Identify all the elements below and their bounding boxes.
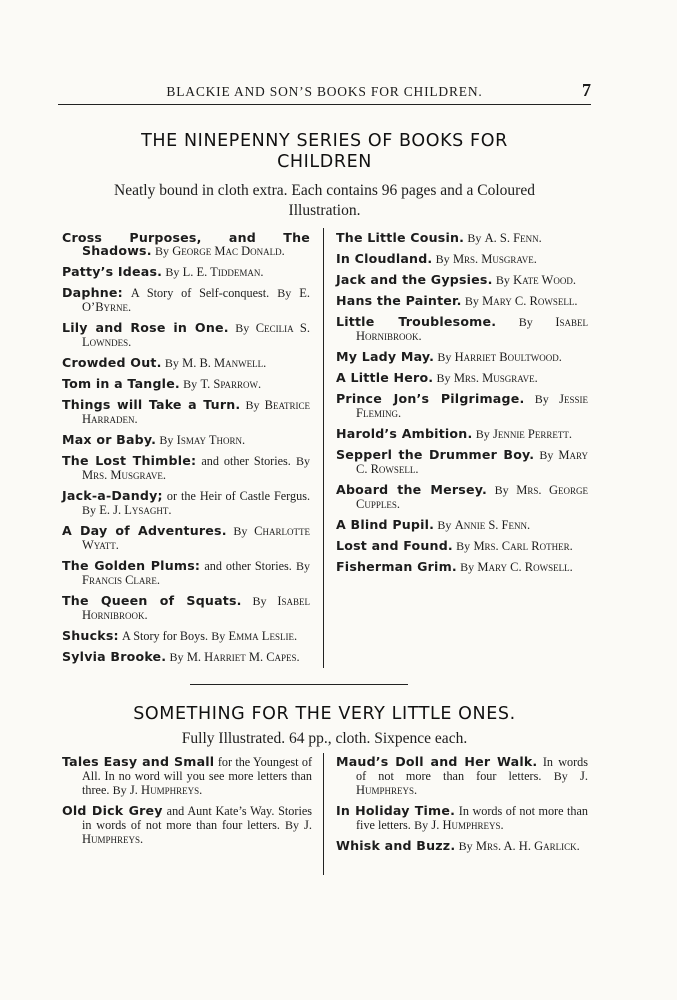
- book-entry: [336, 294, 588, 308]
- book-title: A Day of Adventures.: [62, 523, 227, 538]
- book-entry: [336, 755, 588, 797]
- book-author: Ismay Thorn.: [176, 433, 246, 447]
- by-word: By: [460, 560, 475, 574]
- very-little-ones-right-column: [336, 755, 588, 860]
- book-author: L. E. Tiddeman.: [182, 265, 264, 279]
- book-entry: [62, 559, 310, 587]
- book-entry: [62, 594, 310, 622]
- book-subtitle: and other Stories.: [201, 454, 291, 468]
- book-entry: [336, 427, 588, 441]
- by-word: By: [169, 650, 184, 664]
- by-word: By: [458, 839, 473, 853]
- book-entry: [336, 273, 588, 287]
- ninepenny-right-column: [336, 231, 588, 581]
- book-title: Daphne:: [62, 285, 123, 300]
- by-word: By: [183, 377, 198, 391]
- book-author: Annie S. Fenn.: [454, 518, 531, 532]
- book-author: Mrs. George Cupples.: [356, 483, 588, 511]
- page-number: 7: [582, 80, 591, 100]
- book-title: Fisherman Grim.: [336, 559, 457, 574]
- by-word: By: [414, 818, 429, 832]
- by-word: By: [154, 244, 169, 258]
- book-entry: [336, 483, 588, 511]
- book-author: T. Sparrow.: [200, 377, 262, 391]
- book-author: Francis Clare.: [82, 573, 161, 587]
- book-author: M. Harriet M. Capes.: [186, 650, 300, 664]
- book-entry: [336, 448, 588, 476]
- book-author: Mrs. Musgrave.: [452, 252, 537, 266]
- book-title: Crowded Out.: [62, 355, 162, 370]
- ninepenny-series-subtitle-line2: Illustration.: [288, 202, 361, 219]
- book-author: Cecilia S. Lowndes.: [82, 321, 311, 349]
- by-word: By: [475, 427, 490, 441]
- book-author: E. O’Byrne.: [82, 286, 310, 314]
- book-title: A Little Hero.: [336, 370, 434, 385]
- book-subtitle: for the Youngest of All. In no word will you see more letters than three.: [82, 755, 312, 797]
- book-subtitle: and other Stories.: [204, 559, 292, 573]
- book-title: Sepperl the Drummer Boy.: [336, 447, 535, 462]
- book-author: Emma Leslie.: [228, 629, 298, 643]
- book-subtitle: A Story for Boys.: [122, 629, 209, 643]
- book-title: The Little Cousin.: [336, 230, 465, 245]
- book-author: Isabel Hornibrook.: [82, 594, 311, 622]
- book-entry: [62, 454, 310, 482]
- book-title: The Queen of Squats.: [62, 593, 242, 608]
- book-title: Jack and the Gypsies.: [336, 272, 493, 287]
- book-entry: [62, 286, 310, 314]
- book-author: Kate Wood.: [513, 273, 576, 287]
- book-title: Whisk and Buzz.: [336, 838, 456, 853]
- by-word: By: [252, 594, 267, 608]
- book-entry: [336, 560, 588, 574]
- book-title: In Cloudland.: [336, 251, 433, 266]
- book-title: Harold’s Ambition.: [336, 426, 473, 441]
- by-word: By: [296, 559, 311, 573]
- book-author: J. Humphreys.: [431, 818, 504, 832]
- book-entry: [336, 371, 588, 385]
- book-entry: [336, 252, 588, 266]
- book-entry: [62, 804, 312, 846]
- book-title: Patty’s Ideas.: [62, 264, 163, 279]
- by-word: By: [82, 503, 97, 517]
- by-word: By: [211, 629, 226, 643]
- by-word: By: [164, 356, 179, 370]
- book-entry: [62, 321, 310, 349]
- book-entry: [336, 839, 588, 853]
- ninepenny-column-rule: [323, 228, 324, 668]
- book-subtitle: In words of not more than four letters.: [356, 755, 588, 783]
- by-word: By: [159, 433, 174, 447]
- book-entry: [336, 804, 588, 832]
- book-title: Little Troublesome.: [336, 314, 497, 329]
- ninepenny-series-title-line1: THE NINEPENNY SERIES OF BOOKS FOR: [141, 131, 508, 151]
- book-title: In Holiday Time.: [336, 803, 456, 818]
- book-author: Jennie Perrett.: [492, 427, 573, 441]
- book-title: Hans the Painter.: [336, 293, 462, 308]
- book-entry: [62, 433, 310, 447]
- book-title: Tom in a Tangle.: [62, 376, 180, 391]
- book-author: Charlotte Wyatt.: [82, 524, 310, 552]
- by-word: By: [277, 286, 292, 300]
- book-subtitle: In words of not more than five letters.: [356, 804, 589, 832]
- book-author: A. S. Fenn.: [484, 231, 542, 245]
- book-title: Maud’s Doll and Her Walk.: [336, 754, 538, 769]
- book-author: Mary C. Rowsell.: [482, 294, 578, 308]
- very-little-ones-title: SOMETHING FOR THE VERY LITTLE ONES.: [133, 704, 516, 724]
- book-entry: [62, 265, 310, 279]
- by-word: By: [437, 518, 452, 532]
- book-author: Mary C. Rowsell.: [356, 448, 589, 476]
- book-entry: [62, 377, 310, 391]
- book-entry: [62, 650, 310, 664]
- by-word: By: [437, 350, 452, 364]
- by-word: By: [456, 539, 471, 553]
- book-entry: [336, 231, 588, 245]
- book-title: My Lady May.: [336, 349, 435, 364]
- book-title: Sylvia Brooke.: [62, 649, 167, 664]
- book-subtitle: and Aunt Kate’s Way. Stories in words of not more than four letters.: [82, 804, 312, 832]
- book-subtitle: A Story of Self-conquest.: [130, 286, 270, 300]
- ninepenny-series-title-line2: CHILDREN: [277, 152, 372, 172]
- by-word: By: [296, 454, 311, 468]
- book-author: J. Humphreys.: [356, 769, 589, 797]
- book-title: Old Dick Grey: [62, 803, 163, 818]
- book-author: Jessie Fleming.: [356, 392, 589, 420]
- by-word: By: [553, 769, 568, 783]
- by-word: By: [112, 783, 127, 797]
- book-entry: [336, 392, 588, 420]
- book-title: Aboard the Mersey.: [336, 482, 487, 497]
- by-word: By: [534, 392, 549, 406]
- book-author: J. Humphreys.: [82, 818, 313, 846]
- book-title: A Blind Pupil.: [336, 517, 435, 532]
- book-author: M. B. Manwell.: [182, 356, 267, 370]
- by-word: By: [245, 398, 260, 412]
- book-author: E. J. Lysaght.: [99, 503, 172, 517]
- book-title: Jack-a-Dandy;: [62, 488, 163, 503]
- by-word: By: [467, 231, 482, 245]
- very-little-ones-left-column: [62, 755, 312, 853]
- book-author: Harriet Boultwood.: [454, 350, 562, 364]
- by-word: By: [235, 321, 250, 335]
- book-subtitle: or the Heir of Castle Fergus.: [166, 489, 310, 503]
- section-divider: [190, 684, 408, 685]
- book-title: Things will Take a Turn.: [62, 397, 241, 412]
- by-word: By: [494, 483, 509, 497]
- book-entry: [62, 489, 310, 517]
- book-author: Beatrice Harraden.: [82, 398, 311, 426]
- book-entry: [62, 356, 310, 370]
- book-author: Mrs. Carl Rother.: [473, 539, 573, 553]
- book-entry: [336, 315, 588, 343]
- ninepenny-series-subtitle-line1: Neatly bound in cloth extra. Each contains 96 pages and a Coloured: [114, 182, 535, 199]
- book-entry: [336, 539, 588, 553]
- book-title: Cross Purposes, and The Shadows.: [62, 230, 310, 258]
- book-author: J. Humphreys.: [129, 783, 203, 797]
- by-word: By: [436, 371, 451, 385]
- by-word: By: [539, 448, 554, 462]
- book-title: Lily and Rose in One.: [62, 320, 229, 335]
- book-entry: [62, 629, 310, 643]
- book-entry: [62, 398, 310, 426]
- by-word: By: [435, 252, 450, 266]
- book-title: Lost and Found.: [336, 538, 453, 553]
- header-rule: [58, 104, 591, 105]
- book-title: The Golden Plums:: [62, 558, 201, 573]
- by-word: By: [495, 273, 510, 287]
- by-word: By: [284, 818, 299, 832]
- book-title: The Lost Thimble:: [62, 453, 197, 468]
- book-entry: [62, 755, 312, 797]
- running-header-title: BLACKIE AND SON’S BOOKS FOR CHILDREN.: [166, 84, 483, 99]
- book-author: George Mac Donald.: [172, 244, 285, 258]
- by-word: By: [233, 524, 248, 538]
- book-author: Mrs. Musgrave.: [82, 468, 166, 482]
- book-author: Mrs. A. H. Garlick.: [475, 839, 580, 853]
- book-author: Mrs. Musgrave.: [453, 371, 538, 385]
- very-little-ones-subtitle: Fully Illustrated. 64 pp., cloth. Sixpence each.: [181, 730, 468, 747]
- ninepenny-left-column: [62, 231, 310, 671]
- book-entry: [62, 524, 310, 552]
- very-little-ones-column-rule: [323, 753, 324, 875]
- by-word: By: [165, 265, 180, 279]
- by-word: By: [464, 294, 479, 308]
- book-title: Shucks:: [62, 628, 119, 643]
- book-entry: [336, 518, 588, 532]
- book-entry: [62, 231, 310, 258]
- book-entry: [336, 350, 588, 364]
- book-author: Isabel Hornibrook.: [356, 315, 589, 343]
- book-title: Prince Jon’s Pilgrimage.: [336, 391, 525, 406]
- book-author: Mary C. Rowsell.: [477, 560, 573, 574]
- book-title: Max or Baby.: [62, 432, 157, 447]
- by-word: By: [518, 315, 533, 329]
- book-title: Tales Easy and Small: [62, 754, 215, 769]
